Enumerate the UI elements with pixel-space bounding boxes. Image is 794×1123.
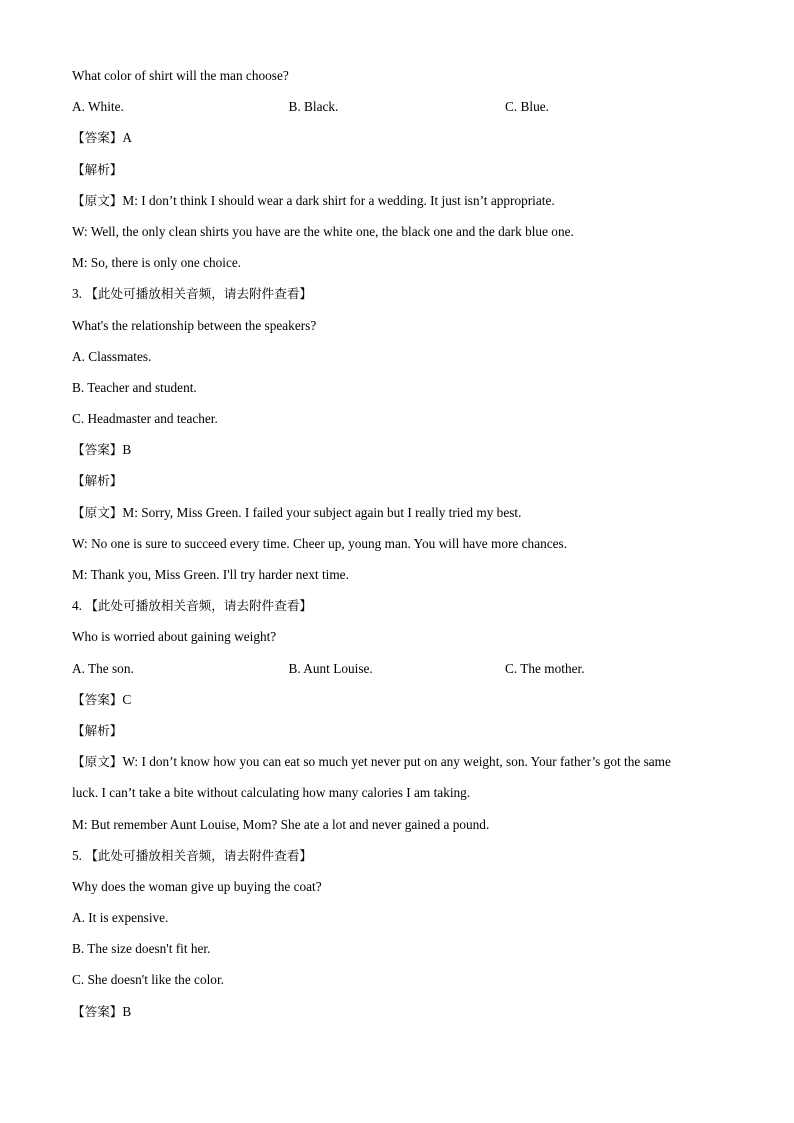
question-3-text: What's the relationship between the speakers? — [72, 317, 317, 333]
question-4-text: Who is worried about gaining weight? — [72, 629, 277, 645]
audio-note: 【此处可播放相关音频，请去附件查看】 — [85, 598, 312, 614]
question-3-answer — [72, 438, 732, 469]
audio-note: 【此处可播放相关音频，请去附件查看】 — [85, 847, 312, 863]
document-page — [72, 64, 732, 1031]
question-2-options — [72, 95, 732, 126]
answer-label: 【答案】 — [72, 1003, 123, 1019]
option-a: A. White. — [72, 99, 124, 115]
answer-label: 【答案】 — [72, 691, 123, 707]
option-c: C. Headmaster and teacher. — [72, 411, 218, 427]
question-2-analysis — [72, 158, 732, 189]
question-4-answer — [72, 688, 732, 719]
option-a: A. It is expensive. — [72, 910, 169, 926]
question-2-transcript-line: M: So, there is only one choice. — [72, 255, 242, 271]
question-3-transcript-line — [72, 501, 732, 532]
answer-value: C — [122, 691, 132, 707]
question-2-transcript-line — [72, 189, 732, 220]
original-label: 【原文】 — [72, 192, 123, 208]
question-number: 3. — [72, 286, 82, 302]
option-a: A. Classmates. — [72, 348, 152, 364]
option-b: B. Teacher and student. — [72, 379, 197, 395]
transcript-text: W: I don’t know how you can eat so much yet never put on any weight, son. Your father’s got the same — [122, 754, 671, 770]
analysis-label: 【解析】 — [72, 473, 123, 489]
option-b: B. Black. — [288, 99, 339, 115]
question-5-answer — [72, 1000, 732, 1031]
question-number: 5. — [72, 847, 82, 863]
question-number: 4. — [72, 598, 82, 614]
option-b: B. The size doesn't fit her. — [72, 941, 211, 957]
answer-value: B — [122, 1003, 132, 1019]
question-2-answer — [72, 126, 732, 157]
answer-label: 【答案】 — [72, 130, 123, 146]
question-3-header — [72, 282, 732, 313]
audio-note: 【此处可播放相关音频，请去附件查看】 — [85, 286, 312, 302]
option-a: A. The son. — [72, 660, 134, 676]
answer-value: B — [122, 442, 132, 458]
question-4-transcript-line: M: But remember Aunt Louise, Mom? She ate a lot and never gained a pound. — [72, 816, 490, 832]
transcript-text: M: I don’t think I should wear a dark shirt for a wedding. It just isn’t appropriate. — [122, 192, 555, 208]
question-5-header — [72, 844, 732, 875]
analysis-label: 【解析】 — [72, 161, 123, 177]
answer-value: A — [122, 130, 132, 146]
question-2-text: What color of shirt will the man choose? — [72, 68, 289, 83]
question-3-transcript-line: W: No one is sure to succeed every time. Cheer up, young man. You will have more chances. — [72, 535, 568, 551]
option-c: C. Blue. — [505, 99, 549, 115]
analysis-label: 【解析】 — [72, 722, 123, 738]
question-4-options — [72, 657, 732, 688]
original-label: 【原文】 — [72, 754, 123, 770]
answer-label: 【答案】 — [72, 442, 123, 458]
question-2-transcript-line: W: Well, the only clean shirts you have are the white one, the black one and the dark blue one. — [72, 223, 574, 239]
question-4-transcript-line — [72, 750, 732, 781]
transcript-text: M: Sorry, Miss Green. I failed your subject again but I really tried my best. — [122, 504, 522, 520]
option-c: C. She doesn't like the color. — [72, 972, 224, 988]
option-c: C. The mother. — [505, 660, 585, 676]
original-label: 【原文】 — [72, 504, 123, 520]
question-3-analysis — [72, 469, 732, 500]
question-4-transcript-line: luck. I can’t take a bite without calculating how many calories I am taking. — [72, 785, 471, 801]
question-3-transcript-line: M: Thank you, Miss Green. I'll try harder next time. — [72, 567, 349, 582]
question-4-header — [72, 594, 732, 625]
question-4-analysis — [72, 719, 732, 750]
option-b: B. Aunt Louise. — [288, 660, 373, 676]
question-5-text: Why does the woman give up buying the coat? — [72, 878, 322, 894]
